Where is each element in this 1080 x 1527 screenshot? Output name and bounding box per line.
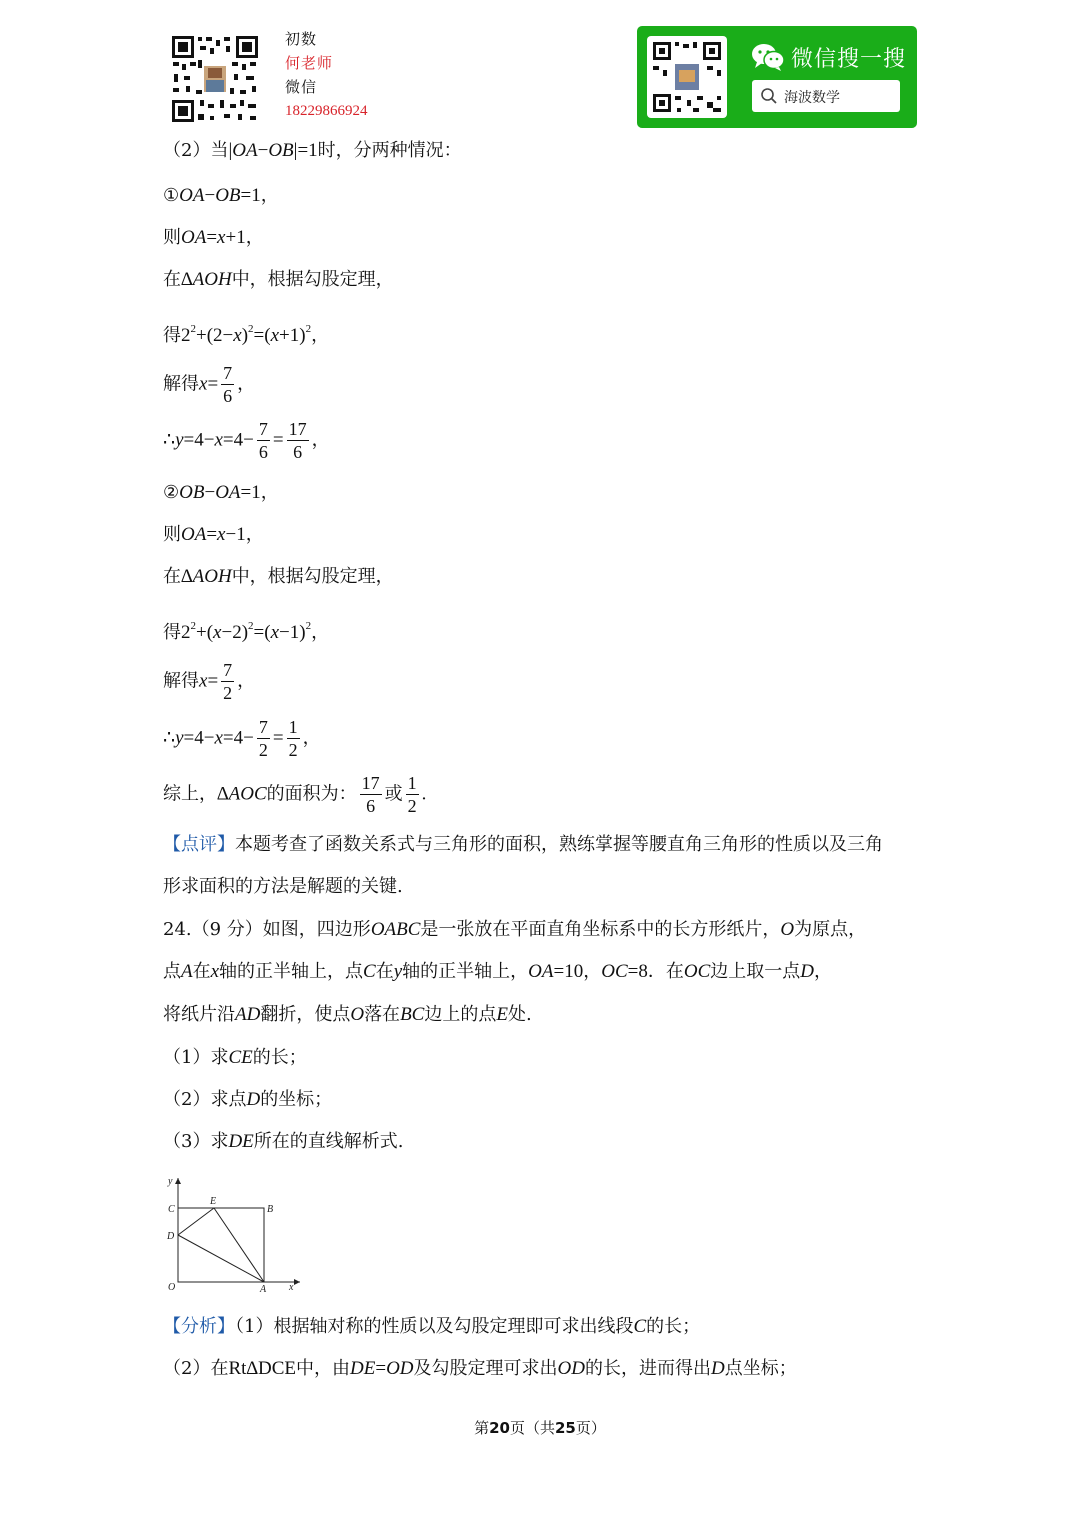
wechat-search-title: 微信搜一搜 [791,47,907,72]
analysis-tag: 【分析】 [163,1316,235,1337]
problem24-question-1: （1）求CE的长； [163,1047,307,1068]
figure-label-y: y [168,1176,173,1187]
contact-qr-code [170,34,260,124]
phone-number: 18229866924 [285,103,368,119]
wechat-qr-code [647,36,727,118]
rectangle-fold-figure [160,1172,305,1294]
figure-label-b: B [267,1204,274,1215]
page-footer: 第20页（共25页） [474,1419,606,1437]
case2-condition: ②OB−OA=1， [163,482,279,503]
figure-label-a: A [260,1284,267,1294]
figure-label-x: x [289,1282,294,1293]
wechat-search-input[interactable] [752,80,900,112]
analysis-line-1: 【分析】（1）根据轴对称的性质以及勾股定理即可求出线段C的长； [163,1316,701,1337]
problem24-question-2: （2）求点D的坐标； [163,1089,333,1110]
figure-label-e: E [210,1196,217,1207]
case1-then: 则OA=x+1， [163,227,264,248]
wechat-icon [751,42,785,72]
case2-then: 则OA=x−1， [163,524,264,545]
comment-line-1: 【点评】本题考查了函数关系式与三角形的面积，熟练掌握等腰直角三角形的性质以及三角 [163,834,883,855]
case2-y-value: ∴y=4−x=4− $\frac{7}{2}$ = $\frac{1}{2}$ ， [163,717,321,760]
problem24-line-3: 将纸片沿AD翻折，使点O落在BC边上的点E处. [163,1004,532,1025]
part2-intro: （2）当|OA−OB|=1时，分两种情况： [163,140,462,161]
figure-label-o: O [168,1282,176,1293]
case2-equation: 得$2^2+(x-2)^2=(x-1)^2$， [163,620,330,643]
teacher-name: 何老师 [285,54,334,72]
total-pages: 25 [555,1419,576,1437]
figure-label-d: D [167,1231,175,1242]
case1-equation: 得$2^2+(2-x)^2=(x+1)^2$， [163,323,330,346]
comment-line-2: 形求面积的方法是解题的关键. [163,876,403,897]
case1-solve: 解得x= $\frac{7}{6}$ ， [163,363,256,406]
wechat-search-query: 海波数学 [784,90,840,106]
wechat-search-banner[interactable] [637,26,917,128]
search-icon [760,87,778,105]
problem24-line-2: 点A在x轴的正半轴上，点C在y轴的正半轴上，OA=10，OC=8．在OC边上取一点D， [163,961,832,982]
comment-tag: 【点评】 [163,834,235,855]
contact-label: 初数 [285,30,318,48]
current-page-number: 20 [489,1419,510,1437]
problem24-question-3: （3）求DE所在的直线解析式. [163,1131,404,1152]
case1-triangle: 在∆AOH中，根据勾股定理， [163,269,394,290]
case2-triangle: 在∆AOH中，根据勾股定理， [163,566,394,587]
problem24-line-1: 24.（9 分）如图，四边形OABC是一张放在平面直角坐标系中的长方形纸片，O为原点， [163,919,867,940]
summary: 综上，∆AOC的面积为： $\frac{17}{6}$ 或 $\frac{1}{2}$ . [163,773,427,816]
analysis-line-2: （2）在Rt∆DCE中，由DE=OD及勾股定理可求出OD的长，进而得出D点坐标； [163,1358,797,1379]
case2-solve: 解得x= $\frac{7}{2}$ ， [163,660,256,703]
wechat-label: 微信 [285,78,318,96]
case1-y-value: ∴y=4−x=4− $\frac{7}{6}$ = $\frac{17}{6}$ ， [163,419,330,462]
figure-label-c: C [168,1204,175,1215]
case1-condition: ①OA−OB=1， [163,185,279,206]
